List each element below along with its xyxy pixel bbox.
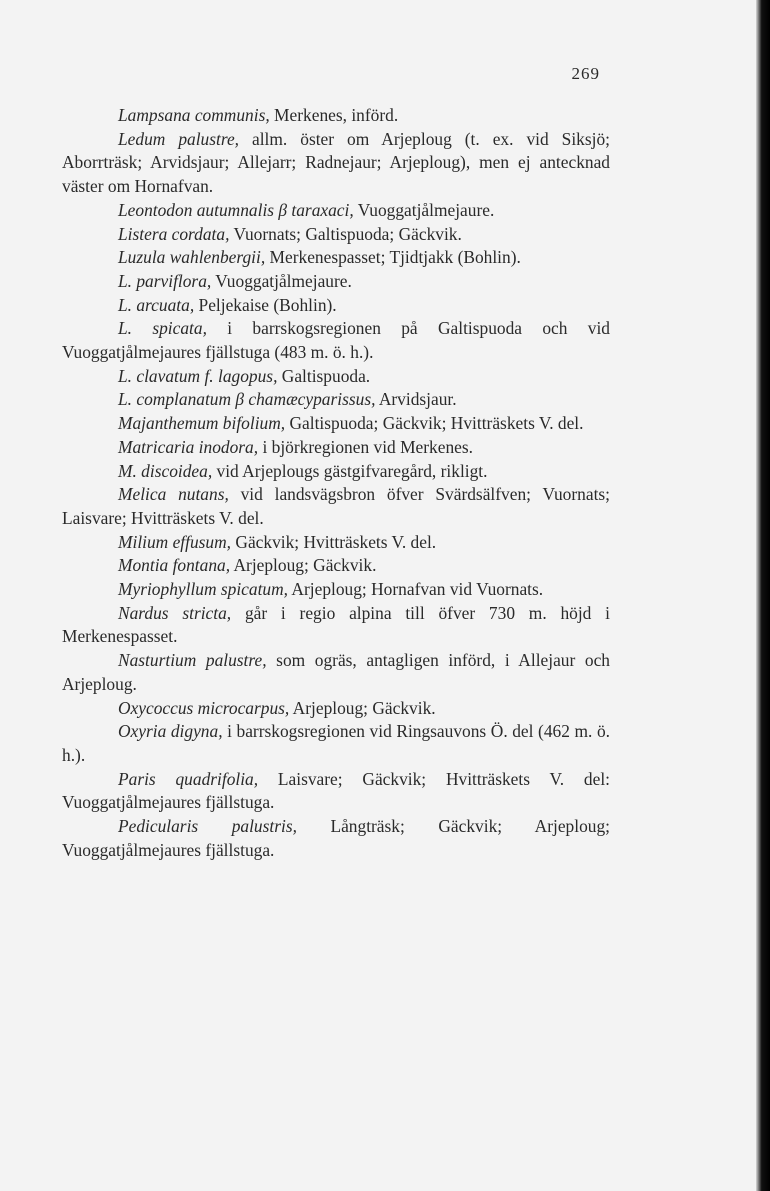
species-name: Melica nutans, bbox=[118, 484, 229, 505]
species-entry bbox=[62, 531, 610, 555]
entry-text: Vuoggatjålmejaure. bbox=[353, 199, 495, 220]
entry-text: Peljekaise (Bohlin). bbox=[194, 294, 337, 315]
species-name: Ledum palustre, bbox=[118, 128, 240, 149]
species-name: Luzula wahlenbergii, bbox=[118, 247, 266, 268]
entry-text: går i regio alpina till öfver 730 m. höjd i Merkenespasset. bbox=[62, 602, 610, 647]
entry-text: Laisvare; Gäckvik; Hvitträskets V. del: Vuoggatjålmejaures fjällstuga. bbox=[62, 768, 610, 813]
species-entry bbox=[62, 460, 610, 484]
species-name: Oxyria digyna, bbox=[118, 721, 223, 742]
entry-text: i barrskogsregionen på Galtispuoda och vid Vuoggatjålmejaures fjällstuga (483 m. ö. h.). bbox=[62, 318, 610, 363]
species-entry bbox=[62, 436, 610, 460]
species-name: Oxycoccus microcarpus, bbox=[118, 697, 290, 718]
species-name: L. complanatum β chamæcyparissus, bbox=[118, 389, 376, 410]
species-name: M. discoidea, bbox=[118, 460, 213, 481]
species-entry bbox=[62, 412, 610, 436]
species-entry bbox=[62, 223, 610, 247]
species-name: Leontodon autumnalis β taraxaci, bbox=[118, 199, 354, 220]
entry-text: Merkenespasset; Tjidtjakk (Bohlin). bbox=[265, 247, 521, 268]
species-entry bbox=[62, 554, 610, 578]
species-entry bbox=[62, 483, 610, 530]
species-entry bbox=[62, 388, 610, 412]
species-entry bbox=[62, 720, 610, 767]
entry-text: Gäckvik; Hvitträskets V. del. bbox=[231, 531, 437, 552]
entry-text: allm. öster om Arjeploug (t. ex. vid Siksjö; Aborrträsk; Arvidsjaur; Allejarr; Radnejaur; Arjeploug), men ej antecknad väster om Hornafvan. bbox=[62, 128, 610, 197]
entry-text: Merkenes, införd. bbox=[269, 105, 399, 125]
species-name: Nasturtium palustre, bbox=[118, 650, 267, 671]
species-name: Milium effusum, bbox=[118, 531, 232, 552]
species-name: Lampsana communis, bbox=[118, 105, 270, 125]
species-entry bbox=[62, 649, 610, 696]
entry-text: Galtispuoda; Gäckvik; Hvitträskets V. del. bbox=[285, 413, 584, 434]
entry-text: Arvidsjaur. bbox=[375, 389, 457, 410]
entry-text: Arjeploug; Gäckvik. bbox=[289, 697, 436, 718]
species-entry bbox=[62, 365, 610, 389]
species-name: L. parviflora, bbox=[118, 270, 212, 291]
entry-text: i barrskogsregionen vid Ringsauvons Ö. del (462 m. ö. h.). bbox=[62, 721, 610, 765]
entry-text: i björkregionen vid Merkenes. bbox=[258, 436, 474, 457]
species-entry bbox=[62, 578, 610, 602]
page-edge bbox=[756, 0, 770, 1191]
species-name: Paris quadrifolia, bbox=[118, 768, 259, 789]
species-entry bbox=[62, 246, 610, 270]
species-name: L. spicata, bbox=[118, 318, 207, 339]
species-name: Nardus stricta, bbox=[118, 602, 232, 623]
text-block bbox=[62, 104, 610, 863]
species-entry bbox=[62, 697, 610, 721]
species-name: Myriophyllum spicatum, bbox=[118, 579, 289, 600]
page-number: 269 bbox=[571, 64, 600, 83]
species-name: Pedicularis palustris, bbox=[118, 816, 297, 837]
species-entry bbox=[62, 294, 610, 318]
entry-text: Vuoggatjålmejaure. bbox=[211, 270, 352, 291]
entry-text: vid Arjeplougs gästgifvaregård, rikligt. bbox=[212, 460, 488, 481]
species-name: Montia fontana, bbox=[118, 555, 231, 576]
species-entry bbox=[62, 768, 610, 815]
entry-text: Arjeploug; Hornafvan vid Vuornats. bbox=[288, 579, 544, 600]
entry-text: Vuornats; Galtispuoda; Gäckvik. bbox=[229, 223, 462, 244]
species-entry bbox=[62, 602, 610, 649]
species-entry bbox=[62, 199, 610, 223]
species-entry bbox=[62, 128, 610, 199]
species-name: Majanthemum bifolium, bbox=[118, 413, 286, 434]
species-name: L. arcuata, bbox=[118, 294, 195, 315]
species-name: L. clavatum f. lagopus, bbox=[118, 365, 278, 386]
species-entry bbox=[62, 815, 610, 862]
entry-text: Långträsk; Gäckvik; Arjeploug; Vuoggatjålmejaures fjällstuga. bbox=[62, 816, 610, 860]
species-entry bbox=[62, 317, 610, 364]
species-name: Matricaria inodora, bbox=[118, 436, 259, 457]
species-entry bbox=[62, 104, 610, 128]
entry-text: vid landsvägsbron öfver Svärdsälfven; Vuornats; Laisvare; Hvitträskets V. del. bbox=[62, 484, 611, 528]
entry-text: som ogräs, antagligen införd, i Allejaur och Arjeploug. bbox=[62, 650, 610, 694]
species-name: Listera cordata, bbox=[118, 223, 230, 244]
entry-text: Arjeploug; Gäckvik. bbox=[230, 555, 377, 576]
entry-text: Galtispuoda. bbox=[277, 365, 371, 386]
species-entry bbox=[62, 270, 610, 294]
